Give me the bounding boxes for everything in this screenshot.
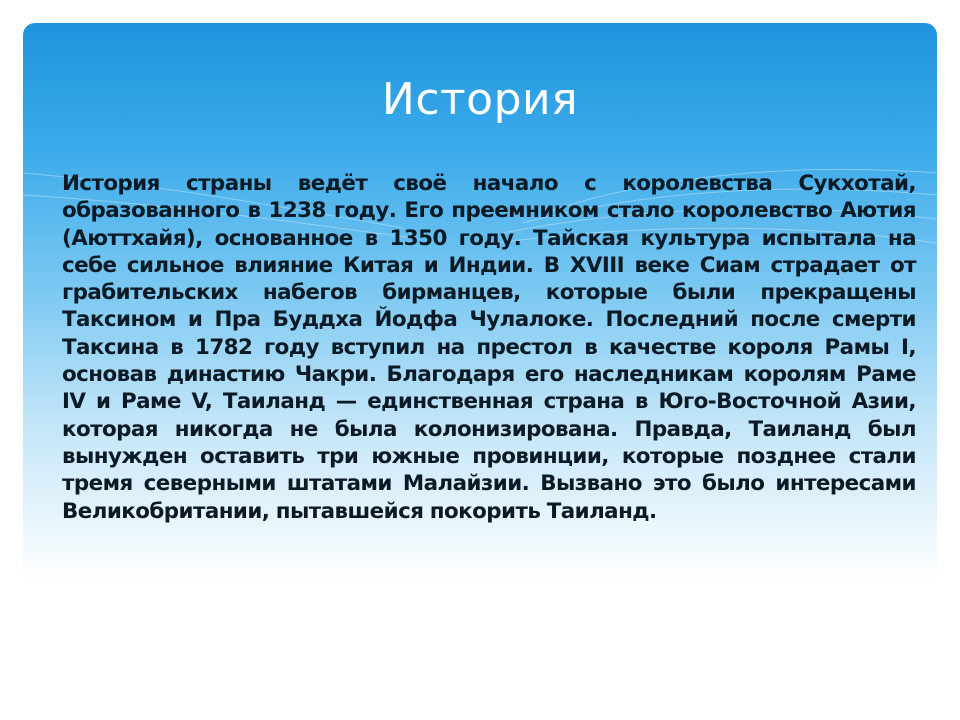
slide-body-text: История страны ведёт своё начало с королевства Сукхотай, образованного в 1238 году. Его преемником стало королевство Аютия (Аюттхайя), основанное в 1350 году. Тайская культура испытала на себе сильное влияние Китая и Индии. В XVIII веке Сиам страдает от грабительских набегов бирманцев, которые были прекращены Таксином и Пра Буддха Йодфа Чулалоке. Последний после смерти Таксина в 1782 году вступил на престол в качестве короля Рамы I, основав династию Чакри. Благодаря его наследникам королям Раме IV и Раме V, Таиланд — единственная страна в Юго-Восточной Азии, которая никогда не была колонизирована. Правда, Таиланд был вынужден оставить три южные провинции, которые позднее стали тремя северными штатами Малайзии. Вызвано это было интересами Великобритании, пытавшейся покорить Таиланд.	[62, 171, 916, 524]
slide-title: История	[381, 74, 579, 125]
